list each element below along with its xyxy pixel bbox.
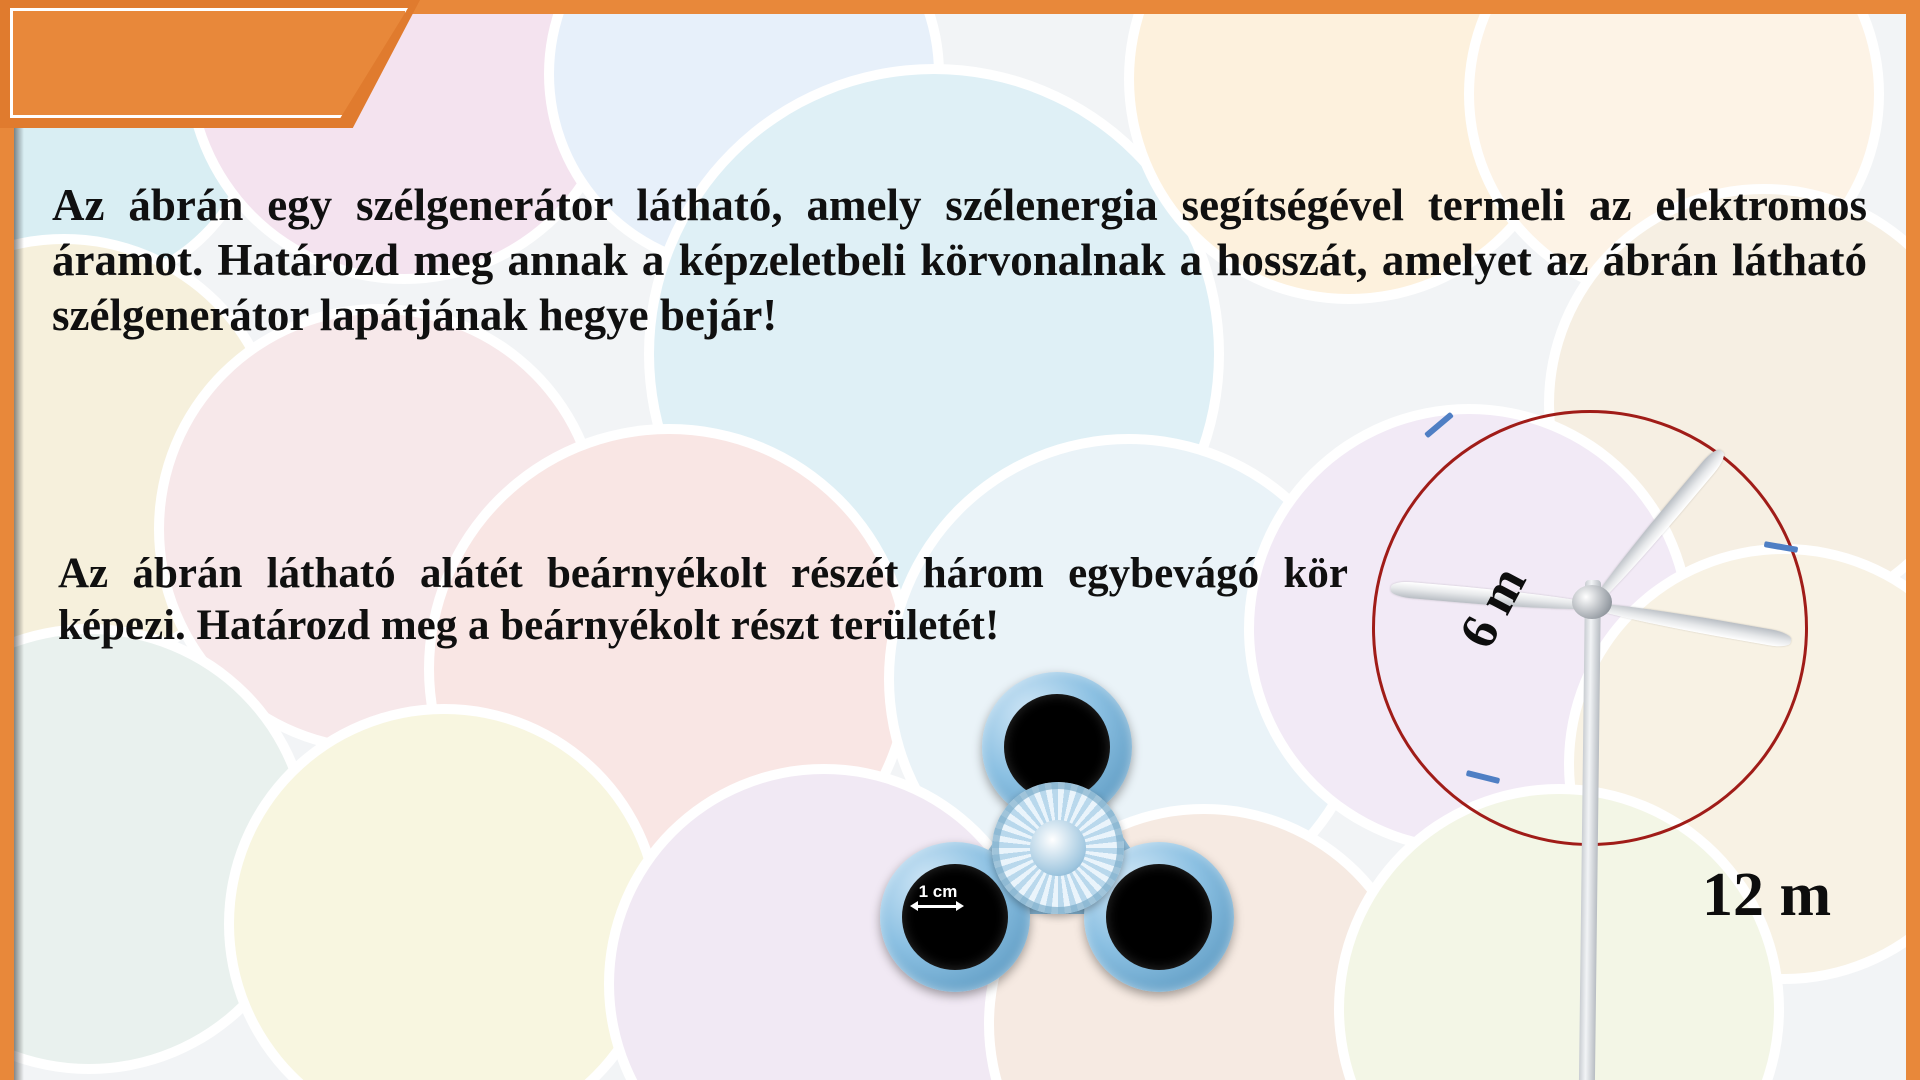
turbine-hub xyxy=(1572,585,1612,619)
spinner-hole-right xyxy=(1106,864,1212,970)
spinner-center-hub xyxy=(992,782,1124,914)
question-text-1: Az ábrán egy szélgenerátor látható, amely szélenergia segítségével termeli az elektromos áramot. Határozd meg annak a képzeletbeli körvonalnak a hosszát, amelyet az ábrán látható szélgenerátor lapátjának hegye bejár! xyxy=(52,180,1867,340)
spinner-measure-label: 1 cm xyxy=(918,882,958,901)
fidget-spinner-figure xyxy=(870,672,1250,992)
title-banner xyxy=(0,0,420,128)
spinner-hole-left xyxy=(902,864,1008,970)
title-banner-inner xyxy=(10,8,408,118)
page-left-shadow xyxy=(14,14,24,1080)
diameter-label: 12 m xyxy=(1702,861,1832,929)
spinner-measure-annotation xyxy=(910,884,966,911)
wind-turbine-figure xyxy=(1360,380,1920,1080)
question-text-2: Az ábrán látható alátét beárnyékolt részét három egybevágó kör képezi. Határozd meg a beárnyékolt részt területét! xyxy=(58,550,1348,650)
blade-tip-marker-top xyxy=(1424,412,1454,438)
radius-label: 6 m xyxy=(1448,557,1538,658)
double-arrow-icon xyxy=(910,901,964,911)
